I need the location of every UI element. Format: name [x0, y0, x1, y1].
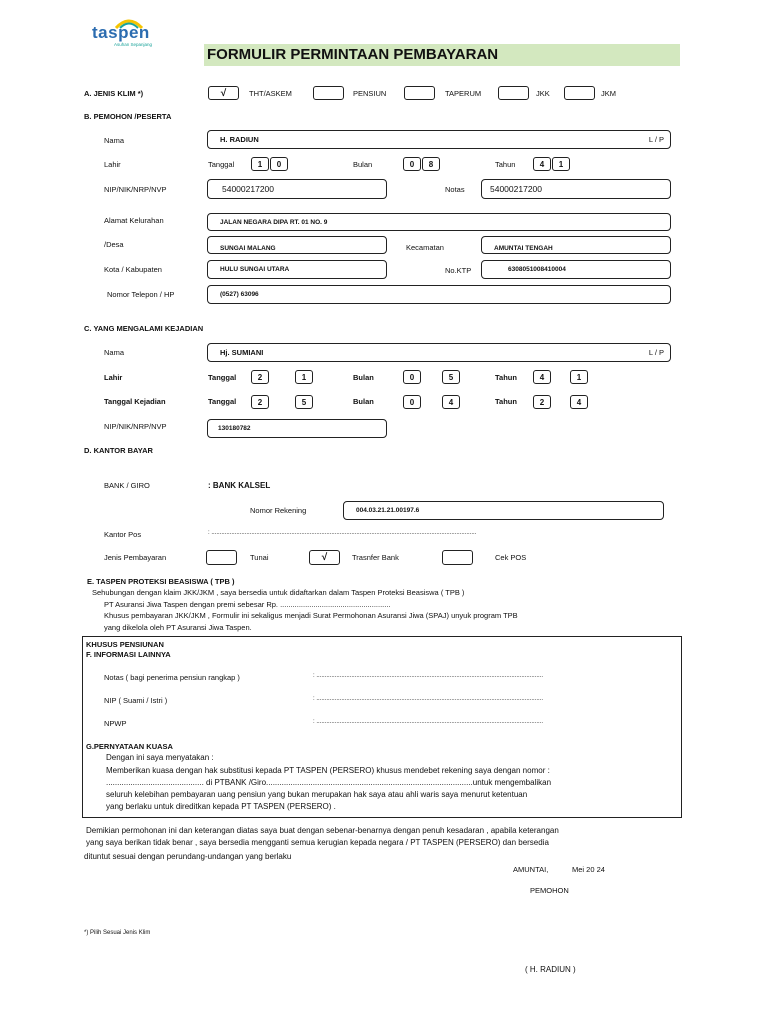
signature-name: ( H. RADIUN )	[525, 965, 576, 974]
kecamatan-label: Kecamatan	[406, 243, 444, 252]
kejadian-tahun-digit-1[interactable]: 2	[533, 395, 551, 409]
logo-text: taspen	[92, 23, 150, 42]
info-notas-label: Notas ( bagi penerima pensiun rangkap )	[104, 673, 240, 682]
section-e-label: E. TASPEN PROTEKSI BEASISWA ( TPB )	[87, 577, 235, 586]
tpb-line-3: Khusus pembayaran JKK/JKM , Formulir ini sekaligus menjadi Surat Permohonan Asuransi Jiwa (SPAJ) unyuk program TPB	[104, 611, 518, 620]
klim-label-taperum: TAPERUM	[445, 89, 482, 98]
kantor-pos-label: Kantor Pos	[104, 530, 142, 539]
logo-tagline: Asuhan Sepanjang	[114, 42, 153, 47]
bank-label: BANK / GIRO	[104, 481, 150, 490]
kejadian-lahir-tahun-label: Tahun	[495, 373, 517, 382]
noktp-field[interactable]	[481, 260, 671, 279]
page-title: FORMULIR PERMINTAAN PEMBAYARAN	[207, 46, 499, 63]
pembayaran-label-transfer: Trasnfer Bank	[352, 553, 399, 562]
kecamatan-field[interactable]	[481, 236, 671, 254]
telepon-label: Nomor Telepon / HP	[107, 290, 175, 299]
klim-label-tht: THT/ASKEM	[249, 89, 292, 98]
klim-checkbox-jkm[interactable]	[564, 86, 595, 100]
kejadian-nama-value: Hj. SUMIANI	[220, 348, 264, 357]
closing-line-2: yang saya berikan tidak benar , saya bersedia mengganti semua kerugian kepada negara / PT TASPEN (PERSERO) dan bersedia	[86, 838, 549, 847]
pembayaran-label-tunai: Tunai	[250, 553, 269, 562]
tpb-line-1: Sehubungan dengan klaim JKK/JKM , saya bersedia untuk didaftarkan dalam Taspen Proteksi Beasiswa ( TPB )	[92, 588, 465, 597]
pemohon-bulan-label: Bulan	[353, 160, 373, 169]
kejadian-lahir-tanggal-digit-2[interactable]: 1	[295, 370, 313, 384]
kota-field[interactable]	[207, 260, 387, 279]
klim-checkbox-taperum[interactable]	[404, 86, 435, 100]
pemohon-bulan-digit-2[interactable]: 8	[422, 157, 440, 171]
desa-value: SUNGAI MALANG	[220, 244, 276, 252]
tpb-line-2: PT Asuransi Jiwa Taspen dengan premi sebesar Rp. .....................................................	[104, 600, 391, 609]
section-g-label: G.PERNYATAAN KUASA	[86, 742, 173, 751]
pemohon-nip-label: NIP/NIK/NRP/NVP	[104, 185, 167, 194]
pemohon-tahun-digit-2[interactable]: 1	[552, 157, 570, 171]
closing-line-1: Demikian permohonan ini dan keterangan diatas saya buat dengan sebenar-benarnya dengan penuh kesadaran , apabila keterangan	[86, 826, 559, 835]
kejadian-nip-field[interactable]	[207, 419, 387, 438]
kejadian-tanggal-digit-1[interactable]: 2	[251, 395, 269, 409]
pemohon-gender: L / P	[648, 135, 664, 144]
kuasa-line-3: ............................................ di PTBANK /Giro.............................................................................................untuk mengembalikan	[106, 778, 552, 787]
alamat-field[interactable]	[207, 213, 671, 231]
pemohon-lahir-label: Lahir	[104, 160, 121, 169]
kecamatan-value: AMUNTAI TENGAH	[494, 244, 553, 252]
kejadian-gender: L / P	[648, 348, 664, 357]
pembayaran-checkbox-tunai[interactable]	[206, 550, 237, 565]
klim-checkbox-jkk[interactable]	[498, 86, 529, 100]
pemohon-notas-field[interactable]	[481, 179, 671, 199]
pemohon-nama-field[interactable]	[207, 130, 671, 149]
desa-field[interactable]	[207, 236, 387, 254]
khusus-pensiunan-label: KHUSUS PENSIUNAN	[86, 640, 164, 649]
pembayaran-checkbox-cekpos[interactable]	[442, 550, 473, 565]
klim-checkbox-tht[interactable]: √	[208, 86, 239, 100]
kejadian-nip-value: 130180782	[218, 425, 251, 432]
section-a-label: A. JENIS KLIM *)	[84, 89, 144, 98]
section-d-label: D. KANTOR BAYAR	[84, 446, 153, 455]
pemohon-label: PEMOHON	[530, 886, 569, 895]
section-f-label: F. INFORMASI LAINNYA	[86, 650, 171, 659]
klim-label-jkm: JKM	[601, 89, 616, 98]
info-npwp-value: : ........................................................................................................................................	[313, 719, 544, 725]
kejadian-tahun-label: Tahun	[495, 397, 517, 406]
kejadian-bulan-digit-1[interactable]: 0	[403, 395, 421, 409]
kota-value: HULU SUNGAI UTARA	[220, 266, 290, 273]
klim-label-jkk: JKK	[536, 89, 550, 98]
kejadian-nama-label: Nama	[104, 348, 125, 357]
info-npwp-label: NPWP	[104, 719, 127, 728]
info-nip-value: : ........................................................................................................................................	[313, 696, 544, 702]
kejadian-nip-label: NIP/NIK/NRP/NVP	[104, 422, 167, 431]
pembayaran-label-cekpos: Cek POS	[495, 553, 527, 562]
kejadian-nama-field[interactable]	[207, 343, 671, 362]
pemohon-nip-field[interactable]	[207, 179, 387, 199]
pemohon-bulan-digit-1[interactable]: 0	[403, 157, 421, 171]
place-label: AMUNTAI,	[513, 865, 549, 874]
kejadian-lahir-label: Lahir	[104, 373, 123, 382]
telepon-field[interactable]	[207, 285, 671, 304]
noktp-value: 6308051008410004	[508, 266, 566, 273]
section-c-label: C. YANG MENGALAMI KEJADIAN	[84, 324, 204, 333]
kejadian-lahir-tahun-digit-1[interactable]: 4	[533, 370, 551, 384]
kejadian-tanggal-digit-2[interactable]: 5	[295, 395, 313, 409]
kuasa-line-1: Dengan ini saya menyatakan :	[106, 753, 214, 762]
date-label: Mei 20 24	[572, 865, 605, 874]
pemohon-nip-value: 54000217200	[222, 184, 275, 194]
kejadian-bulan-label: Bulan	[353, 397, 374, 406]
kantor-pos-value: : ...............................................................................................................................................................	[208, 530, 477, 536]
closing-line-3: dituntut sesuai dengan perundang-undangan yang berlaku	[84, 852, 292, 861]
kuasa-line-5: yang berlaku untuk direditkan kepada PT TASPEN (PERSERO) .	[106, 802, 336, 811]
pemohon-tahun-digit-1[interactable]: 4	[533, 157, 551, 171]
kejadian-lahir-bulan-digit-1[interactable]: 0	[403, 370, 421, 384]
bank-value: : BANK KALSEL	[208, 481, 271, 490]
jenis-pembayaran-label: Jenis Pembayaran	[104, 553, 167, 562]
kejadian-lahir-bulan-label: Bulan	[353, 373, 374, 382]
alamat-label: Alamat Kelurahan	[104, 216, 164, 225]
kota-label: Kota / Kabupaten	[104, 265, 162, 274]
kejadian-lahir-bulan-digit-2[interactable]: 5	[442, 370, 460, 384]
kejadian-lahir-tanggal-digit-1[interactable]: 2	[251, 370, 269, 384]
info-nip-label: NIP ( Suami / Istri )	[104, 696, 168, 705]
desa-label: /Desa	[104, 240, 124, 249]
pemohon-nama-value: H. RADIUN	[220, 135, 259, 144]
kuasa-line-2: Memberikan kuasa dengan hak substitusi kepada PT TASPEN (PERSERO) khusus mendebet rekening saya dengan nomor :	[106, 766, 550, 775]
kejadian-tanggal-label: Tanggal	[208, 397, 237, 406]
pemohon-tanggal-digit-1[interactable]: 1	[251, 157, 269, 171]
pemohon-tanggal-digit-2[interactable]: 0	[270, 157, 288, 171]
pemohon-tahun-label: Tahun	[495, 160, 516, 169]
tanggal-kejadian-label: Tanggal Kejadian	[104, 397, 166, 406]
pemohon-notas-label: Notas	[445, 185, 465, 194]
tpb-line-4: yang dikelola oleh PT Asuransi Jiwa Taspen.	[104, 623, 252, 632]
rekening-label: Nomor Rekening	[250, 506, 307, 515]
taspen-logo	[92, 16, 172, 46]
pemohon-tanggal-label: Tanggal	[208, 160, 235, 169]
pembayaran-checkbox-transfer[interactable]: √	[309, 550, 340, 565]
kejadian-tahun-digit-2[interactable]: 4	[570, 395, 588, 409]
kuasa-line-4: seluruh kelebihan pembayaran uang pensiun yang bukan merupakan hak saya atau ahli waris saya menurut ketentuan	[106, 790, 528, 799]
info-notas-value: : ........................................................................................................................................	[313, 673, 544, 679]
klim-label-pensiun: PENSIUN	[353, 89, 387, 98]
klim-checkbox-pensiun[interactable]	[313, 86, 344, 100]
rekening-value: 004.03.21.21.00197.6	[356, 507, 420, 514]
kejadian-lahir-tahun-digit-2[interactable]: 1	[570, 370, 588, 384]
telepon-value: (0527) 63096	[220, 291, 259, 298]
alamat-value: JALAN NEGARA DIPA RT. 01 NO. 9	[220, 218, 328, 226]
pemohon-notas-value: 54000217200	[490, 184, 543, 194]
rekening-field[interactable]	[343, 501, 664, 520]
kejadian-bulan-digit-2[interactable]: 4	[442, 395, 460, 409]
pemohon-nama-label: Nama	[104, 136, 125, 145]
footnote: *) Pilih Sesuai Jenis Klim	[84, 930, 151, 936]
noktp-label: No.KTP	[445, 266, 472, 275]
kejadian-lahir-tanggal-label: Tanggal	[208, 373, 237, 382]
section-b-label: B. PEMOHON /PESERTA	[84, 112, 172, 121]
